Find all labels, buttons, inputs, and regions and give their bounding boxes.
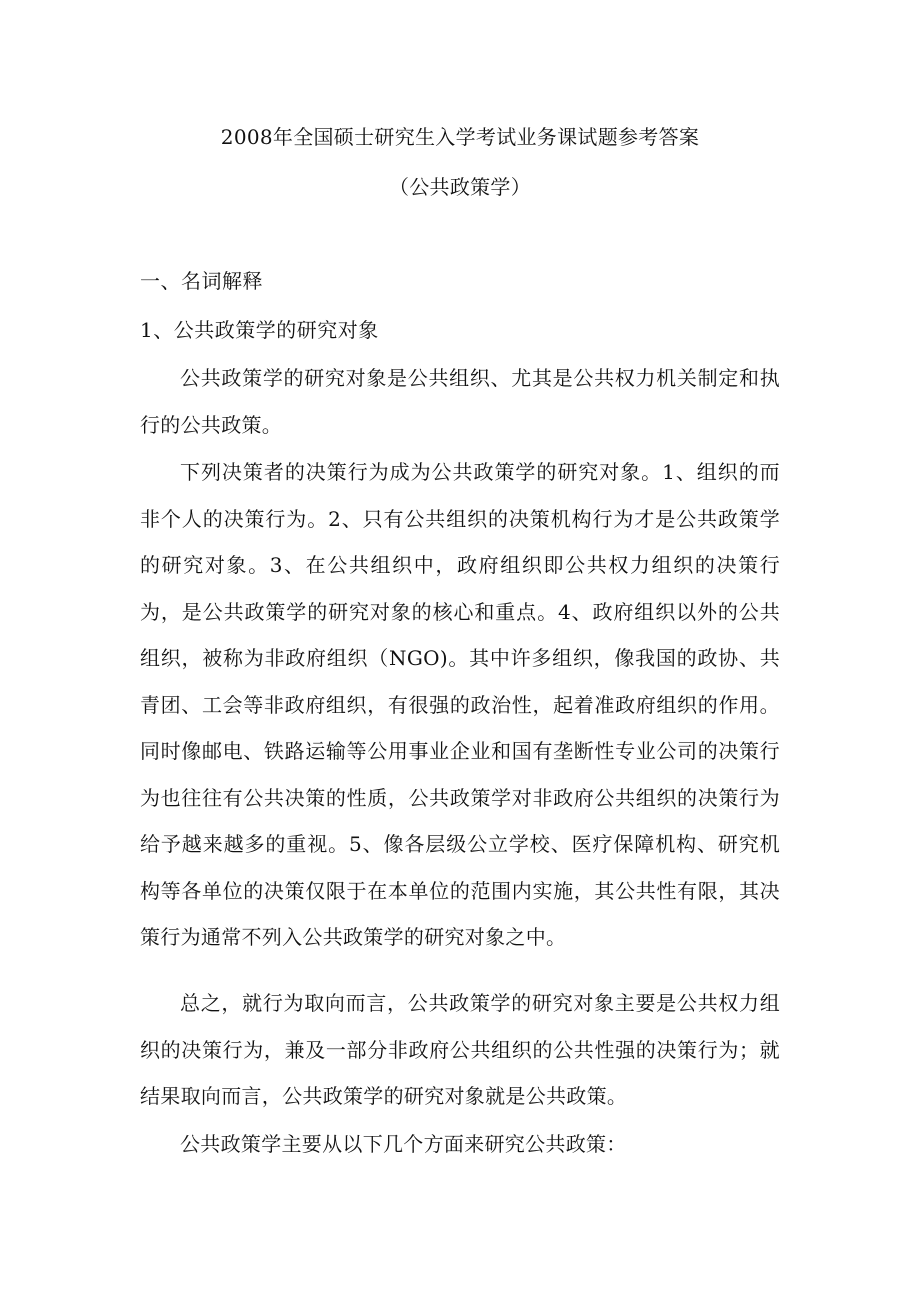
document-title: 2008年全国硕士研究生入学考试业务课试题参考答案: [220, 125, 700, 149]
sub-heading: 1、公共政策学的研究对象: [140, 318, 379, 342]
paragraph-decision-makers: 下列决策者的决策行为成为公共政策学的研究对象。1、组织的而非个人的决策行为。2、只有公共组织的决策机构行为才是公共政策学的研究对象。3、在公共组织中，政府组织即公共权力组织的决策行为，是公共政策学的研究对象的核心和重点。4、政府组织以外的公共组织，被称为非政府组织（NGO)。其中许多组织，像我国的政协、共青团、工会等非政府组织，有很强的政治性，起着准政府组织的作用。同时像邮电、铁路运输等公用事业企业和国有垄断性专业公司的决策行为也往往有公共决策的性质，公共政策学对非政府公共组织的决策行为给予越来越多的重视。5、像各层级公立学校、医疗保障机构、研究机构等各单位的决策仅限于在本单位的范围内实施，其公共性有限，其决策行为通常不列入公共政策学的研究对象之中。: [140, 460, 780, 949]
section-heading: 一、名词解释: [140, 269, 263, 293]
document-subtitle: （公共政策学）: [388, 175, 532, 199]
paragraph-research-object: 公共政策学的研究对象是公共组织、尤其是公共权力机关制定和执行的公共政策。: [140, 366, 780, 437]
paragraph-aspects-intro: 公共政策学主要从以下几个方面来研究公共政策：: [180, 1132, 627, 1156]
paragraph-summary: 总之，就行为取向而言，公共政策学的研究对象主要是公共权力组织的决策行为，兼及一部分非政府公共组织的公共性强的决策行为；就结果取向而言，公共政策学的研究对象就是公共政策。: [140, 991, 780, 1108]
